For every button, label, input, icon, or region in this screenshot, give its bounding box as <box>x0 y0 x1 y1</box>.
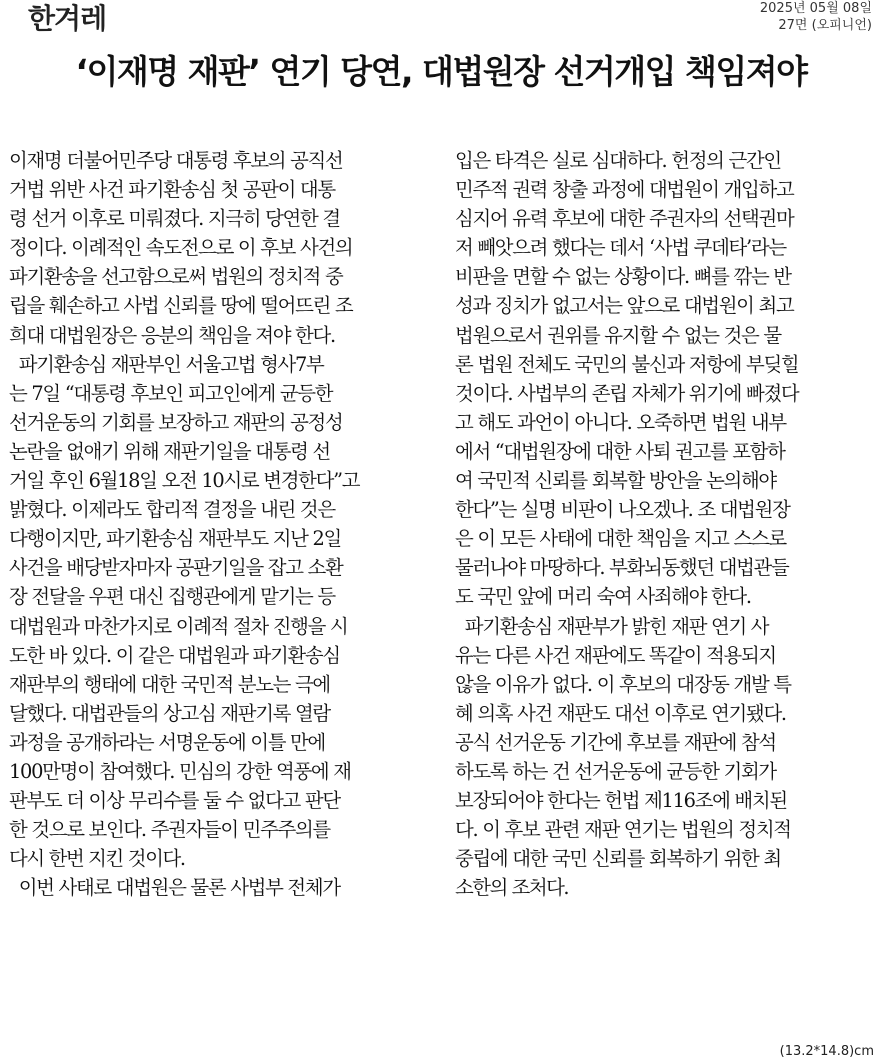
article-text-line: 밝혔다. 이제라도 합리적 결정을 내린 것은 <box>9 498 335 522</box>
article-text-line: 저 빼앗으려 했다는 데서 ‘사법 쿠데타’라는 <box>455 236 786 260</box>
article-text-line: 하도록 하는 건 선거운동에 균등한 기회가 <box>455 759 776 783</box>
article-text-line: 희대 대법원장은 응분의 책임을 져야 한다. <box>9 323 335 347</box>
article-text-line: 심지어 유력 후보에 대한 주권자의 선택권마 <box>455 207 794 231</box>
article-text-line: 립을 훼손하고 사법 신뢰를 땅에 떨어뜨린 조 <box>9 294 353 318</box>
article-text-line: 에서 “대법원장에 대한 사퇴 권고를 포함하 <box>455 439 785 463</box>
article-text-line: 여 국민적 신뢰를 회복할 방안을 논의해야 <box>455 469 776 493</box>
article-text-line: 도한 바 있다. 이 같은 대법원과 파기환송심 <box>9 643 340 667</box>
article-text-line: 과정을 공개하라는 서명운동에 이틀 만에 <box>9 730 325 754</box>
article-text-line: 파기환송심 재판부인 서울고법 형사7부 <box>9 352 324 376</box>
article-text-line: 장 전달을 우편 대신 집행관에게 맡기는 등 <box>9 585 335 609</box>
article-text-line: 소한의 조처다. <box>455 876 569 900</box>
article-text-line: 유는 다른 사건 재판에도 똑같이 적용되지 <box>455 643 776 667</box>
article-text-line: 혜 의혹 사건 재판도 대선 이후로 연기됐다. <box>455 701 786 725</box>
article-text-line: 100만명이 참여했다. 민심의 강한 역풍에 재 <box>9 759 351 783</box>
publication-date: 2025년 05월 08일 <box>759 1 872 16</box>
article-text-line: 다행이지만, 파기환송심 재판부도 지난 2일 <box>9 527 341 551</box>
article-text-line: 이재명 더불어민주당 대통령 후보의 공직선 <box>9 149 343 172</box>
article-text-line: 민주적 권력 창출 과정에 대법원이 개입하고 <box>455 178 794 202</box>
article-text-line: 파기환송심 재판부가 밝힌 재판 연기 사 <box>455 614 769 638</box>
article-text-line: 성과 징치가 없고서는 앞으로 대법원이 최고 <box>455 294 794 318</box>
article-text-line: 고 해도 과언이 아니다. 오죽하면 법원 내부 <box>455 410 786 434</box>
publication-meta <box>760 0 872 34</box>
article-headline-text: ‘이재명 재판’ 연기 당연, 대법원장 선거개입 책임져야 <box>75 52 807 91</box>
article-text-line: 보장되어야 한다는 헌법 제116조에 배치된 <box>455 789 787 813</box>
article-text-line: 달했다. 대법관들의 상고심 재판기록 열람 <box>9 701 330 725</box>
article-text-line: 은 이 모든 사태에 대한 책임을 지고 스스로 <box>455 527 786 551</box>
article-text-line: 중립에 대한 국민 신뢰를 회복하기 위한 최 <box>455 847 781 871</box>
article-text-line: 다시 한번 지킨 것이다. <box>9 847 185 871</box>
article-text-line: 것이다. 사법부의 존립 자체가 위기에 빠졌다 <box>455 381 799 405</box>
article-text-line: 한다”는 실명 비판이 나오겠나. 조 대법원장 <box>455 498 790 522</box>
article-text-line: 선거운동의 기회를 보장하고 재판의 공정성 <box>9 410 343 434</box>
article-text-line: 이번 사태로 대법원은 물론 사법부 전체가 <box>9 876 340 900</box>
article-text-line: 재판부의 행태에 대한 국민적 분노는 극에 <box>9 672 330 696</box>
article-text-line: 법원으로서 권위를 유지할 수 없는 것은 물 <box>455 323 781 347</box>
article-text-line: 물러나야 마땅하다. 부화뇌동했던 대법관들 <box>455 556 789 580</box>
article-text-line: 거일 후인 6월18일 오전 10시로 변경한다”고 <box>9 469 360 493</box>
article-text-line: 공식 선거운동 기간에 후보를 재판에 참석 <box>455 730 776 754</box>
article-text-line: 론 법원 전체도 국민의 불신과 저항에 부딪힐 <box>455 352 799 376</box>
publication-section: 27면 (오피니언) <box>778 18 872 33</box>
article-column-left <box>9 146 429 902</box>
article-text-line: 도 국민 앞에 머리 숙여 사죄해야 한다. <box>455 585 751 609</box>
article-text-line: 논란을 없애기 위해 재판기일을 대통령 선 <box>9 439 330 463</box>
article-text-line: 정이다. 이례적인 속도전으로 이 후보 사건의 <box>9 236 353 260</box>
article-headline <box>0 50 882 94</box>
article-text-line: 판부도 더 이상 무리수를 둘 수 없다고 판단 <box>9 789 340 813</box>
article-column-right <box>455 146 875 902</box>
article-text-line: 비판을 면할 수 없는 상황이다. 뼈를 깎는 반 <box>455 265 791 289</box>
article-text-line: 파기환송을 선고함으로써 법원의 정치적 중 <box>9 265 343 289</box>
article-text-line: 입은 타격은 실로 심대하다. 헌정의 근간인 <box>455 149 781 172</box>
article-text-line: 거법 위반 사건 파기환송심 첫 공판이 대통 <box>9 178 335 202</box>
article-text-line: 다. 이 후보 관련 재판 연기는 법원의 정치적 <box>455 818 791 842</box>
article-text-line: 는 7일 “대통령 후보인 피고인에게 균등한 <box>9 381 333 405</box>
article-size-note: (13.2*14.8)cm <box>779 1044 874 1059</box>
article-text-line: 않을 이유가 없다. 이 후보의 대장동 개발 특 <box>455 672 791 696</box>
article-text-line: 대법원과 마찬가지로 이례적 절차 진행을 시 <box>9 614 348 638</box>
article-text-line: 한 것으로 보인다. 주권자들이 민주주의를 <box>9 818 330 842</box>
article-text-line: 령 선거 이후로 미뤄졌다. 지극히 당연한 결 <box>9 207 340 231</box>
article-text-line: 사건을 배당받자마자 공판기일을 잡고 소환 <box>9 556 343 580</box>
newspaper-logo: 한겨레 <box>28 2 107 35</box>
